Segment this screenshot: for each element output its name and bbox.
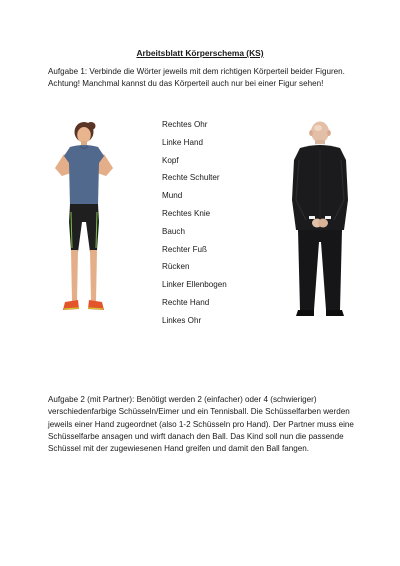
- worksheet-title: Arbeitsblatt Körperschema (KS): [136, 48, 264, 58]
- word-item: Rücken: [162, 262, 190, 272]
- task-1-instructions: Aufgabe 1: Verbinde die Wörter jeweils mit dem richtigen Körperteil beider Figuren. Achtung! Manchmal kannst du das Körperteil auch nur bei einer Figur sehen!: [48, 67, 345, 89]
- man-back-figure: [284, 120, 356, 320]
- word-item: Rechtes Knie: [162, 208, 211, 218]
- word-item: Rechte Hand: [162, 297, 210, 307]
- word-item: Rechte Schulter: [162, 173, 220, 183]
- woman-front-figure: [46, 120, 122, 316]
- word-item: Bauch: [162, 226, 185, 236]
- body-part-word-list: [162, 119, 227, 333]
- word-item: Linker Ellenbogen: [162, 280, 227, 290]
- word-item: Mund: [162, 191, 183, 201]
- word-item: Linkes Ohr: [162, 315, 202, 325]
- word-item: Rechter Fuß: [162, 244, 207, 254]
- word-item: Linke Hand: [162, 137, 203, 147]
- word-item: Rechtes Ohr: [162, 120, 208, 129]
- word-item: Kopf: [162, 155, 179, 165]
- task-2-instructions: Aufgabe 2 (mit Partner): Benötigt werden 2 (einfacher) oder 4 (schwieriger) verschiedenfarbige Schüsseln/Eimer und ein Tennisball. Die Schüsselfarben werden jeweils einer Hand zugeordnet (also 1-2 Schüsseln pro Hand). Der Partner muss eine Schüsselfarbe ansagen und wirft danach den Ball. Das Kind soll nun die passende Schüssel mit der zugewiesenen Hand greifen und damit den Ball fangen.: [48, 395, 354, 454]
